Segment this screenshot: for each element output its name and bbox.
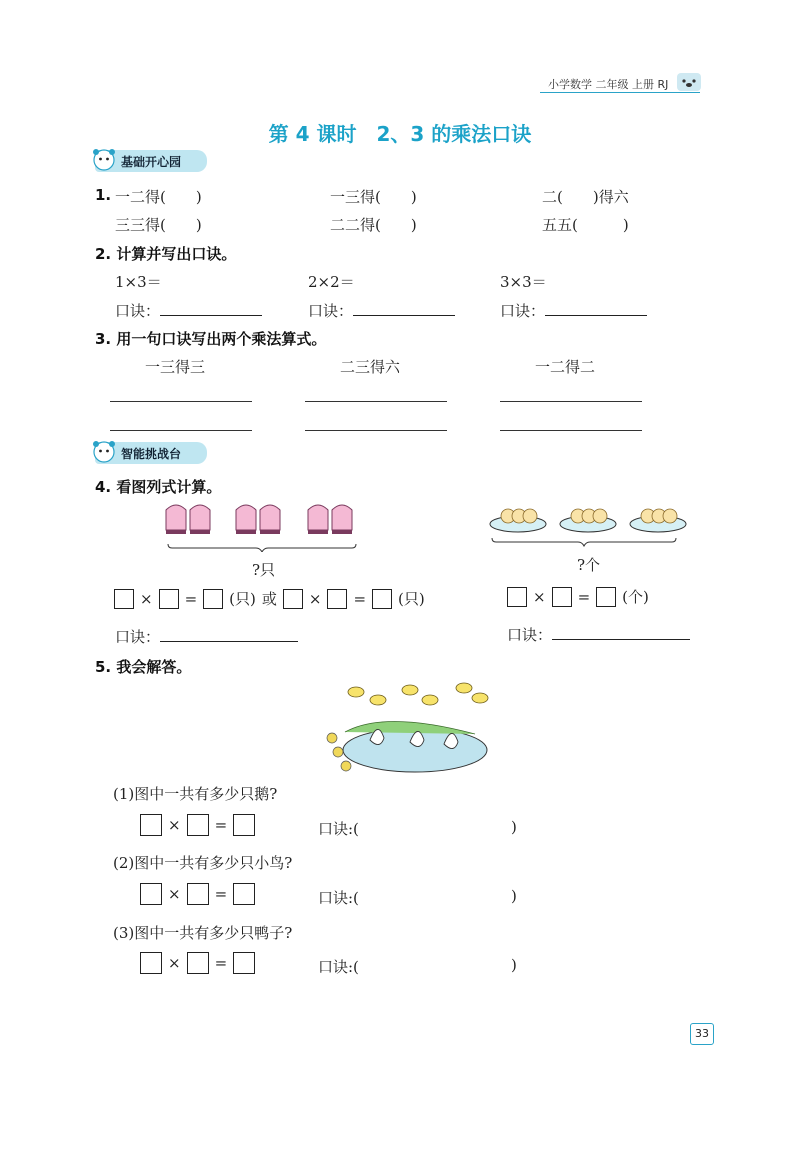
q1-item-5: 二二得( ) xyxy=(330,216,417,234)
q1-item-1: 一二得( ) xyxy=(115,188,202,206)
q2-expr-1: 1×3＝ xyxy=(115,273,162,291)
answer-box[interactable] xyxy=(327,589,347,609)
q5-close-2: ) xyxy=(511,887,517,905)
answer-line[interactable] xyxy=(110,430,252,431)
q5-close-1: ) xyxy=(511,818,517,836)
q3-phrase-2: 二三得六 xyxy=(340,358,401,376)
header-text: 小学数学 二年级 上册 RJ xyxy=(548,78,669,91)
answer-box[interactable] xyxy=(372,589,392,609)
q3-phrase-3: 一二得二 xyxy=(535,358,596,376)
q3-label: 3. 用一句口诀写出两个乘法算式。 xyxy=(95,330,327,348)
equals-sign: = xyxy=(353,589,367,608)
q5-kou-1: 口诀:( xyxy=(318,820,359,838)
q5-sub-3: (3)图中一共有多少只鸭子? xyxy=(113,924,293,942)
answer-box[interactable] xyxy=(187,952,209,974)
panda-icon xyxy=(91,146,117,172)
times-sign: × xyxy=(308,589,322,608)
q4-right-equation xyxy=(507,586,649,607)
answer-line[interactable] xyxy=(110,401,252,402)
q5-eq-3 xyxy=(140,952,255,974)
q4-left-equation xyxy=(114,588,425,609)
q4-right-caption: ?个 xyxy=(577,556,601,574)
section-label: 智能挑战台 xyxy=(121,446,182,461)
unit-label: (个) xyxy=(622,588,649,606)
q2-kou-2 xyxy=(308,300,455,321)
bear-icon xyxy=(676,70,702,92)
q1-number: 1. xyxy=(95,186,112,204)
answer-box[interactable] xyxy=(203,589,223,609)
answer-box[interactable] xyxy=(283,589,303,609)
times-sign: × xyxy=(168,954,181,972)
answer-line[interactable] xyxy=(305,401,447,402)
equals-sign: = xyxy=(214,954,228,972)
kou-label: 口诀： xyxy=(115,302,161,320)
equals-sign: = xyxy=(214,816,228,834)
equals-sign: = xyxy=(577,587,591,606)
answer-box[interactable] xyxy=(159,589,179,609)
answer-box[interactable] xyxy=(233,814,255,836)
q5-kou-3: 口诀:( xyxy=(318,958,359,976)
answer-box[interactable] xyxy=(140,814,162,836)
page-number: 33 xyxy=(690,1023,714,1045)
q5-label: 5. 我会解答。 xyxy=(95,658,192,676)
q4-kou-right xyxy=(507,624,690,645)
answer-box[interactable] xyxy=(507,587,527,607)
times-sign: × xyxy=(140,589,153,608)
kou-label: 口诀： xyxy=(507,626,553,644)
q2-kou-3 xyxy=(500,300,647,321)
answer-blank[interactable] xyxy=(160,641,298,642)
answer-line[interactable] xyxy=(305,430,447,431)
q4-kou-left xyxy=(115,626,298,647)
times-sign: × xyxy=(168,885,181,903)
answer-box[interactable] xyxy=(140,883,162,905)
q5-kou-2: 口诀:( xyxy=(318,889,359,907)
q5-eq-1 xyxy=(140,814,255,836)
equals-sign: = xyxy=(214,885,228,903)
answer-box[interactable] xyxy=(233,952,255,974)
q2-expr-2: 2×2＝ xyxy=(308,273,355,291)
answer-blank[interactable] xyxy=(545,315,647,316)
q1-item-4: 三三得( ) xyxy=(115,216,202,234)
answer-box[interactable] xyxy=(233,883,255,905)
q5-close-3: ) xyxy=(511,956,517,974)
answer-box[interactable] xyxy=(140,952,162,974)
q4-label: 4. 看图列式计算。 xyxy=(95,478,222,496)
q1-item-6: 五五( ) xyxy=(542,216,629,234)
answer-box[interactable] xyxy=(552,587,572,607)
unit-label: (只) xyxy=(398,590,425,608)
kou-label: 口诀： xyxy=(308,302,354,320)
q4-left-caption: ?只 xyxy=(252,561,276,579)
q1-item-2: 一三得( ) xyxy=(330,188,417,206)
times-sign: × xyxy=(533,587,546,606)
answer-blank[interactable] xyxy=(552,639,690,640)
answer-line[interactable] xyxy=(500,430,642,431)
unit-label: (只) xyxy=(229,590,256,608)
q5-sub-1: (1)图中一共有多少只鹅? xyxy=(113,785,278,803)
q5-sub-2: (2)图中一共有多少只小鸟? xyxy=(113,854,293,872)
mittens-illustration xyxy=(160,500,370,552)
answer-box[interactable] xyxy=(114,589,134,609)
section-label: 基础开心园 xyxy=(121,154,182,169)
answer-blank[interactable] xyxy=(160,315,262,316)
q2-kou-1 xyxy=(115,300,262,321)
pond-birds-illustration xyxy=(320,680,492,780)
answer-box[interactable] xyxy=(187,814,209,836)
answer-line[interactable] xyxy=(500,401,642,402)
pears-illustration xyxy=(488,500,688,552)
answer-box[interactable] xyxy=(596,587,616,607)
q2-expr-3: 3×3＝ xyxy=(500,273,547,291)
times-sign: × xyxy=(168,816,181,834)
panda-icon xyxy=(91,438,117,464)
answer-blank[interactable] xyxy=(353,315,455,316)
q5-eq-2 xyxy=(140,883,255,905)
kou-label: 口诀： xyxy=(500,302,546,320)
answer-box[interactable] xyxy=(187,883,209,905)
equals-sign: = xyxy=(184,589,198,608)
or-label: 或 xyxy=(261,590,277,608)
kou-label: 口诀： xyxy=(115,628,161,646)
q3-phrase-1: 一三得三 xyxy=(145,358,206,376)
q2-label: 2. 计算并写出口诀。 xyxy=(95,245,237,263)
q1-item-3: 二( )得六 xyxy=(542,188,629,206)
page-title: 第 4 课时 2、3 的乘法口诀 xyxy=(268,122,532,146)
header-rule xyxy=(540,92,700,93)
